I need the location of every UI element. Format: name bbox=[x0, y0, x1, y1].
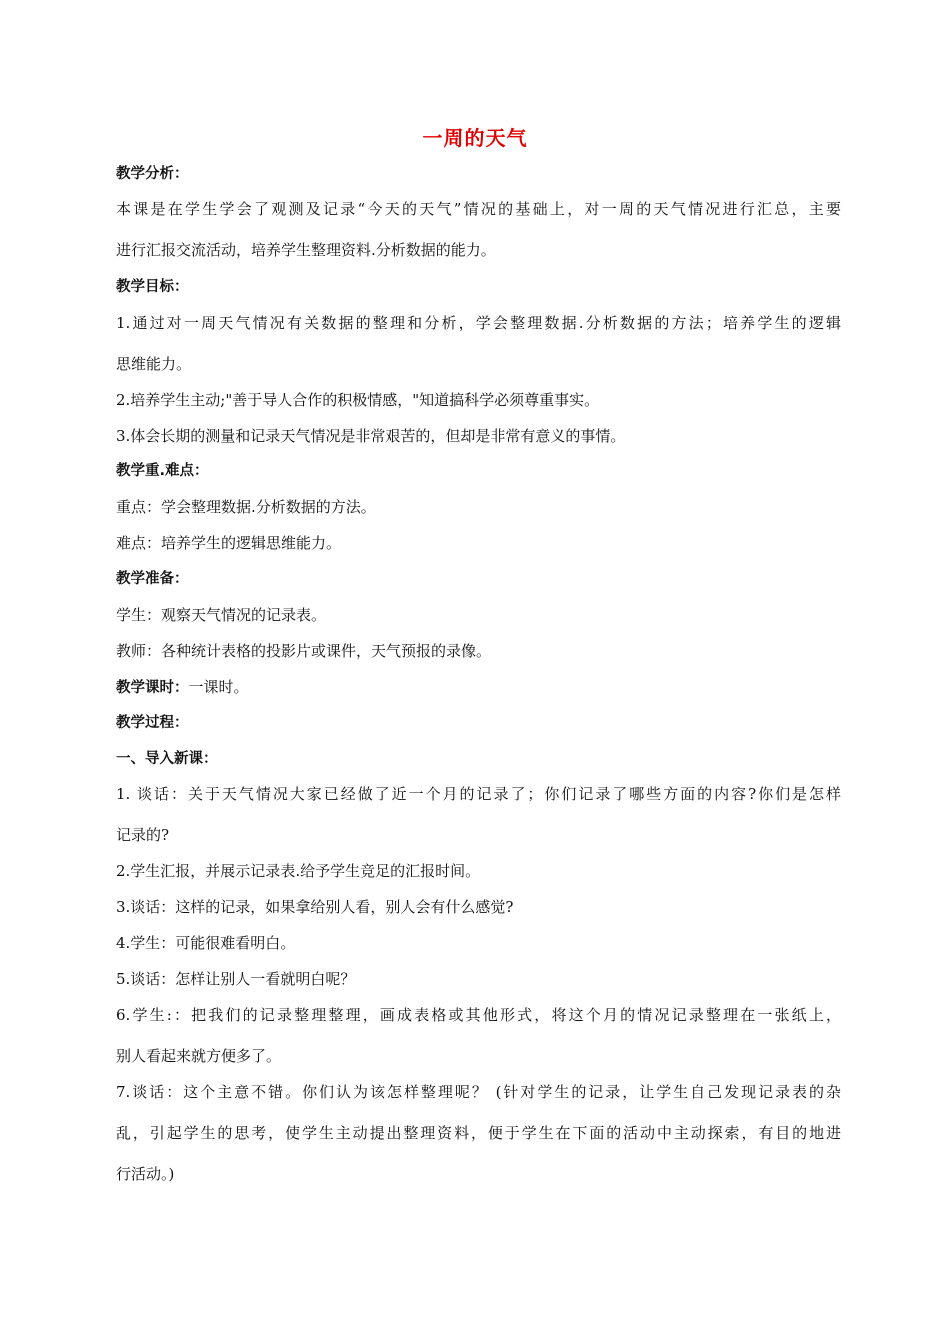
class-hours-value: 一课时。 bbox=[188, 678, 249, 696]
class-hours-label: 教学课时： bbox=[116, 680, 189, 696]
paragraph-line: 重点：学会整理数据.分析数据的方法。 bbox=[116, 498, 376, 516]
paragraph-line: 别人看起来就方便多了。 bbox=[116, 1047, 282, 1065]
paragraph-line: 乱，引起学生的思考，使学生主动提出整理资料，便于学生在下面的活动中主动探索，有目的地进 bbox=[116, 1124, 841, 1142]
paragraph-line: 行活动。) bbox=[116, 1165, 175, 1183]
paragraph-line: 3.体会长期的测量和记录天气情况是非常艰苦的，但却是非常有意义的事情。 bbox=[116, 427, 626, 445]
heading-preparation: 教学准备： bbox=[116, 571, 189, 587]
paragraph-line: 4.学生：可能很难看明白。 bbox=[116, 934, 296, 952]
paragraph-line: 2.培养学生主动;"善于导人合作的积极情感，"知道搞科学必须尊重事实。 bbox=[116, 391, 600, 409]
paragraph-line: 6.学生:：把我们的记录整理整理，画成表格或其他形式，将这个月的情况记录整理在一张纸上， bbox=[116, 1006, 841, 1024]
paragraph-line: 进行汇报交流活动，培养学生整理资料.分析数据的能力。 bbox=[116, 241, 496, 259]
paragraph-line: 难点：培养学生的逻辑思维能力。 bbox=[116, 534, 342, 552]
heading-process: 教学过程： bbox=[116, 715, 189, 731]
class-hours-line bbox=[116, 677, 841, 698]
heading-analysis: 教学分析： bbox=[116, 166, 189, 182]
paragraph-line: 5.谈话：怎样让别人一看就明白呢？ bbox=[116, 970, 356, 988]
heading-introduction: 一、导入新课： bbox=[116, 751, 218, 767]
paragraph-line: 3.谈话：这样的记录，如果拿给别人看，别人会有什么感觉? bbox=[116, 898, 514, 916]
paragraph-line: 思维能力。 bbox=[116, 355, 192, 373]
paragraph-line: 教师：各种统计表格的投影片或课件，天气预报的录像。 bbox=[116, 642, 492, 660]
paragraph-line: 本课是在学生学会了观测及记录“今天的天气”情况的基础上，对一周的天气情况进行汇总，主要 bbox=[116, 200, 841, 218]
paragraph-line: 2.学生汇报，并展示记录表.给予学生竞足的汇报时间。 bbox=[116, 862, 481, 880]
document-title: 一周的天气 bbox=[422, 126, 528, 150]
paragraph-line: 7.谈话：这个主意不错。你们认为该怎样整理呢？ (针对学生的记录，让学生自己发现记录表的杂 bbox=[116, 1083, 841, 1101]
heading-objectives: 教学目标： bbox=[116, 279, 189, 295]
paragraph-line: 记录的? bbox=[116, 826, 170, 844]
paragraph-line: 1. 谈话：关于天气情况大家已经做了近一个月的记录了；你们记录了哪些方面的内容?你们是怎样 bbox=[116, 785, 841, 803]
paragraph-line: 1.通过对一周天气情况有关数据的整理和分析，学会整理数据.分析数据的方法；培养学生的逻辑 bbox=[116, 314, 841, 332]
heading-key-points: 教学重.难点： bbox=[116, 463, 209, 479]
paragraph-line: 学生：观察天气情况的记录表。 bbox=[116, 606, 327, 624]
